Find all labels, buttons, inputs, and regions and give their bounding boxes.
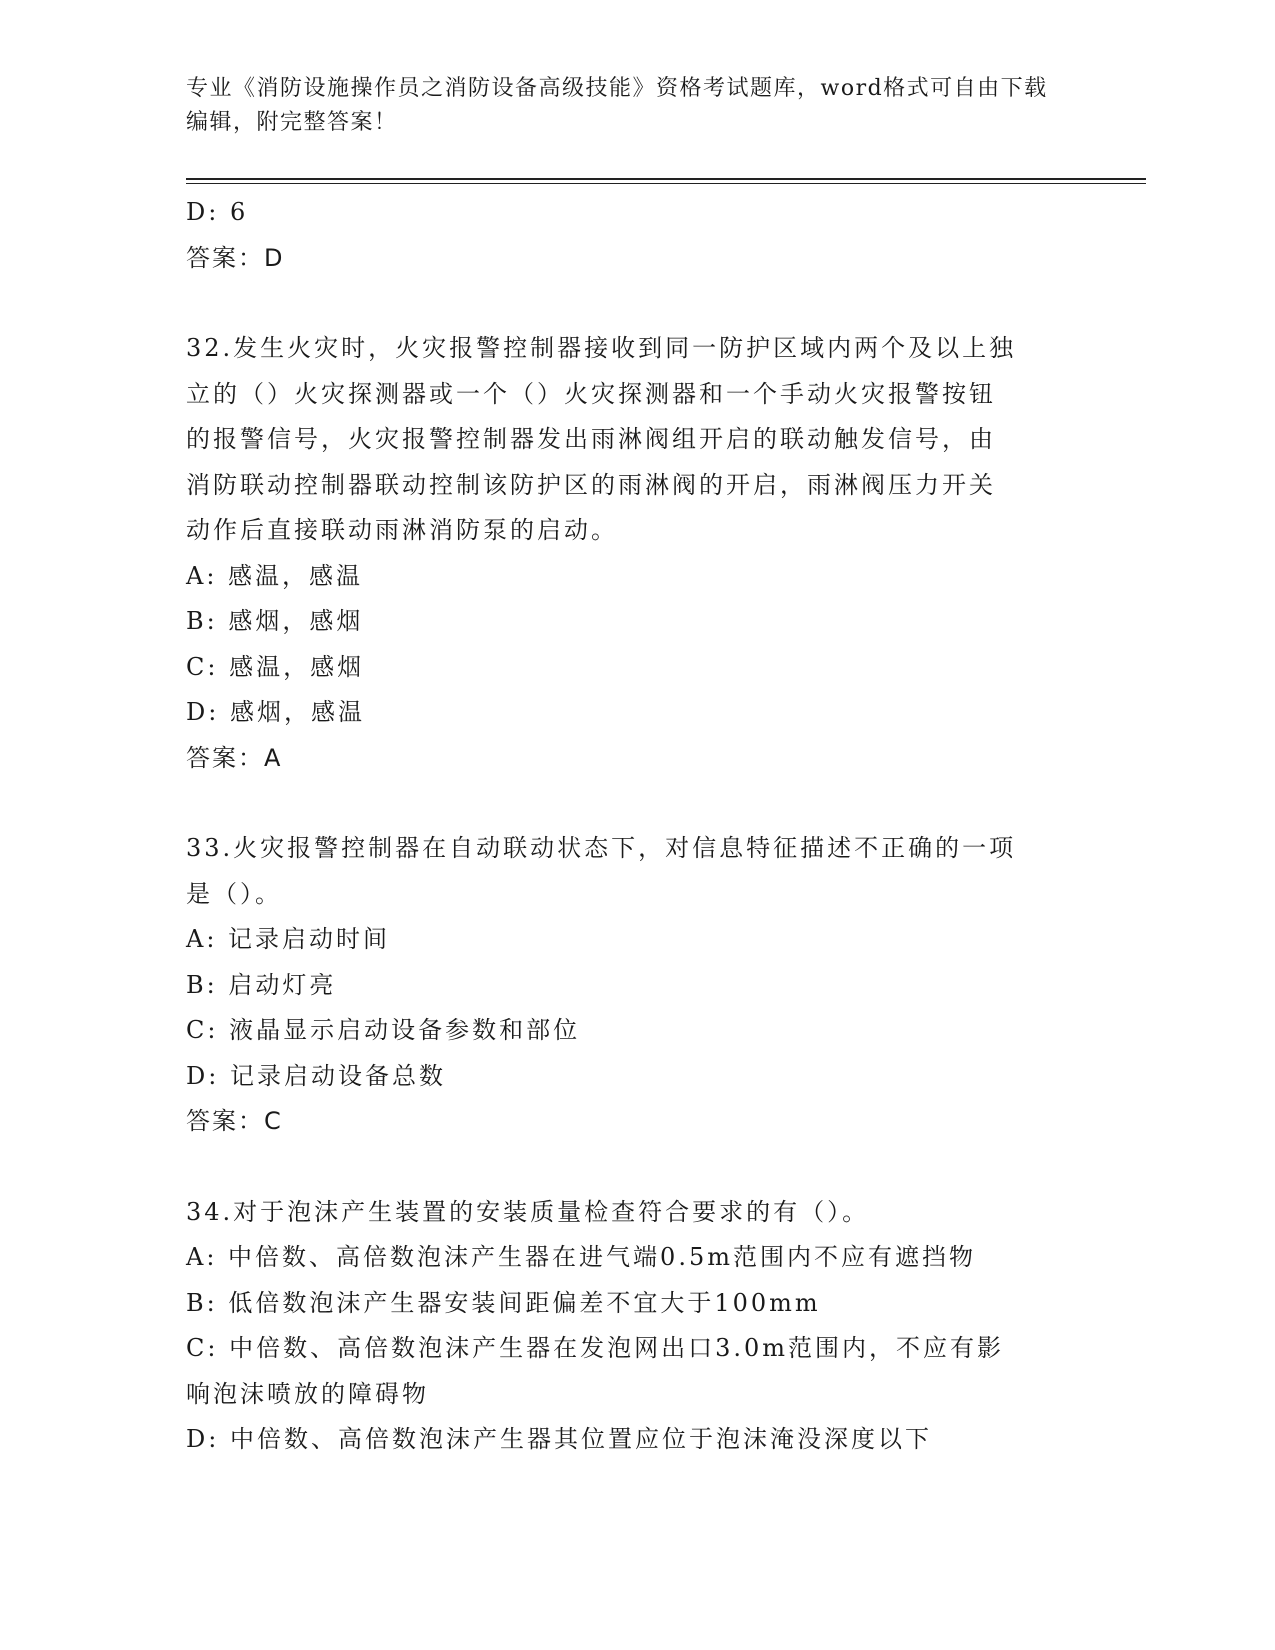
- option-d: D: 中倍数、高倍数泡沫产生器其位置应位于泡沫淹没深度以下: [186, 1425, 932, 1453]
- spacer: [186, 1145, 1066, 1190]
- question-33-stem: [186, 826, 1066, 917]
- option-a: A: 中倍数、高倍数泡沫产生器在进气端0.5m范围内不应有遮挡物: [186, 1243, 976, 1271]
- option-b: B: 感烟，感烟: [186, 607, 364, 635]
- page-header: [186, 72, 1066, 140]
- option-c: C: 感温，感烟: [186, 652, 365, 681]
- question-34: [186, 1190, 1066, 1463]
- header-text: 专业《消防设施操作员之消防设备高级技能》资格考试题库，word格式可自由下载编辑，附完整答案！: [186, 76, 1048, 135]
- stem-line: 是（）。: [186, 879, 282, 908]
- prev-answer: 答案：D: [186, 243, 285, 272]
- spacer: [186, 281, 1066, 326]
- question-32: [186, 326, 1066, 781]
- stem-line: 32.发生火灾时，火灾报警控制器接收到同一防护区域内两个及以上独: [186, 334, 1017, 362]
- option-c: C: 中倍数、高倍数泡沫产生器在发泡网出口3.0m范围内，不应有影: [186, 1334, 1005, 1362]
- header-rule-thick: [186, 178, 1146, 180]
- option-a: A: 感温，感温: [186, 561, 364, 590]
- prev-option-d: D: 6: [186, 198, 249, 226]
- option-b: B: 低倍数泡沫产生器安装间距偏差不宜大于100mm: [186, 1288, 821, 1317]
- question-34-stem: [186, 1190, 1066, 1236]
- header-rule-thin: [186, 183, 1146, 184]
- question-33: [186, 826, 1066, 1145]
- answer: 答案：A: [186, 743, 283, 772]
- answer: 答案：C: [186, 1107, 283, 1135]
- spacer: [186, 781, 1066, 826]
- question-32-stem: [186, 326, 1066, 554]
- option-c: C: 液晶显示启动设备参数和部位: [186, 1016, 581, 1044]
- option-a: A: 记录启动时间: [186, 925, 391, 953]
- stem-line: 动作后直接联动雨淋消防泵的启动。: [186, 516, 618, 544]
- stem-line: 33.火灾报警控制器在自动联动状态下，对信息特征描述不正确的一项: [186, 834, 1017, 862]
- question-content: [186, 190, 1066, 1463]
- option-b: B: 启动灯亮: [186, 970, 337, 999]
- stem-line: 的报警信号，火灾报警控制器发出雨淋阀组开启的联动触发信号，由: [186, 425, 996, 453]
- stem-line: 立的（）火灾探测器或一个（）火灾探测器和一个手动火灾报警按钮: [186, 379, 996, 408]
- stem-line: 34.对于泡沫产生装置的安装质量检查符合要求的有（）。: [186, 1197, 870, 1226]
- option-c-continued: 响泡沫喷放的障碍物: [186, 1379, 429, 1408]
- option-d: D: 记录启动设备总数: [186, 1061, 446, 1090]
- option-d: D: 感烟，感温: [186, 698, 365, 726]
- stem-line: 消防联动控制器联动控制该防护区的雨淋阀的开启，雨淋阀压力开关: [186, 470, 996, 499]
